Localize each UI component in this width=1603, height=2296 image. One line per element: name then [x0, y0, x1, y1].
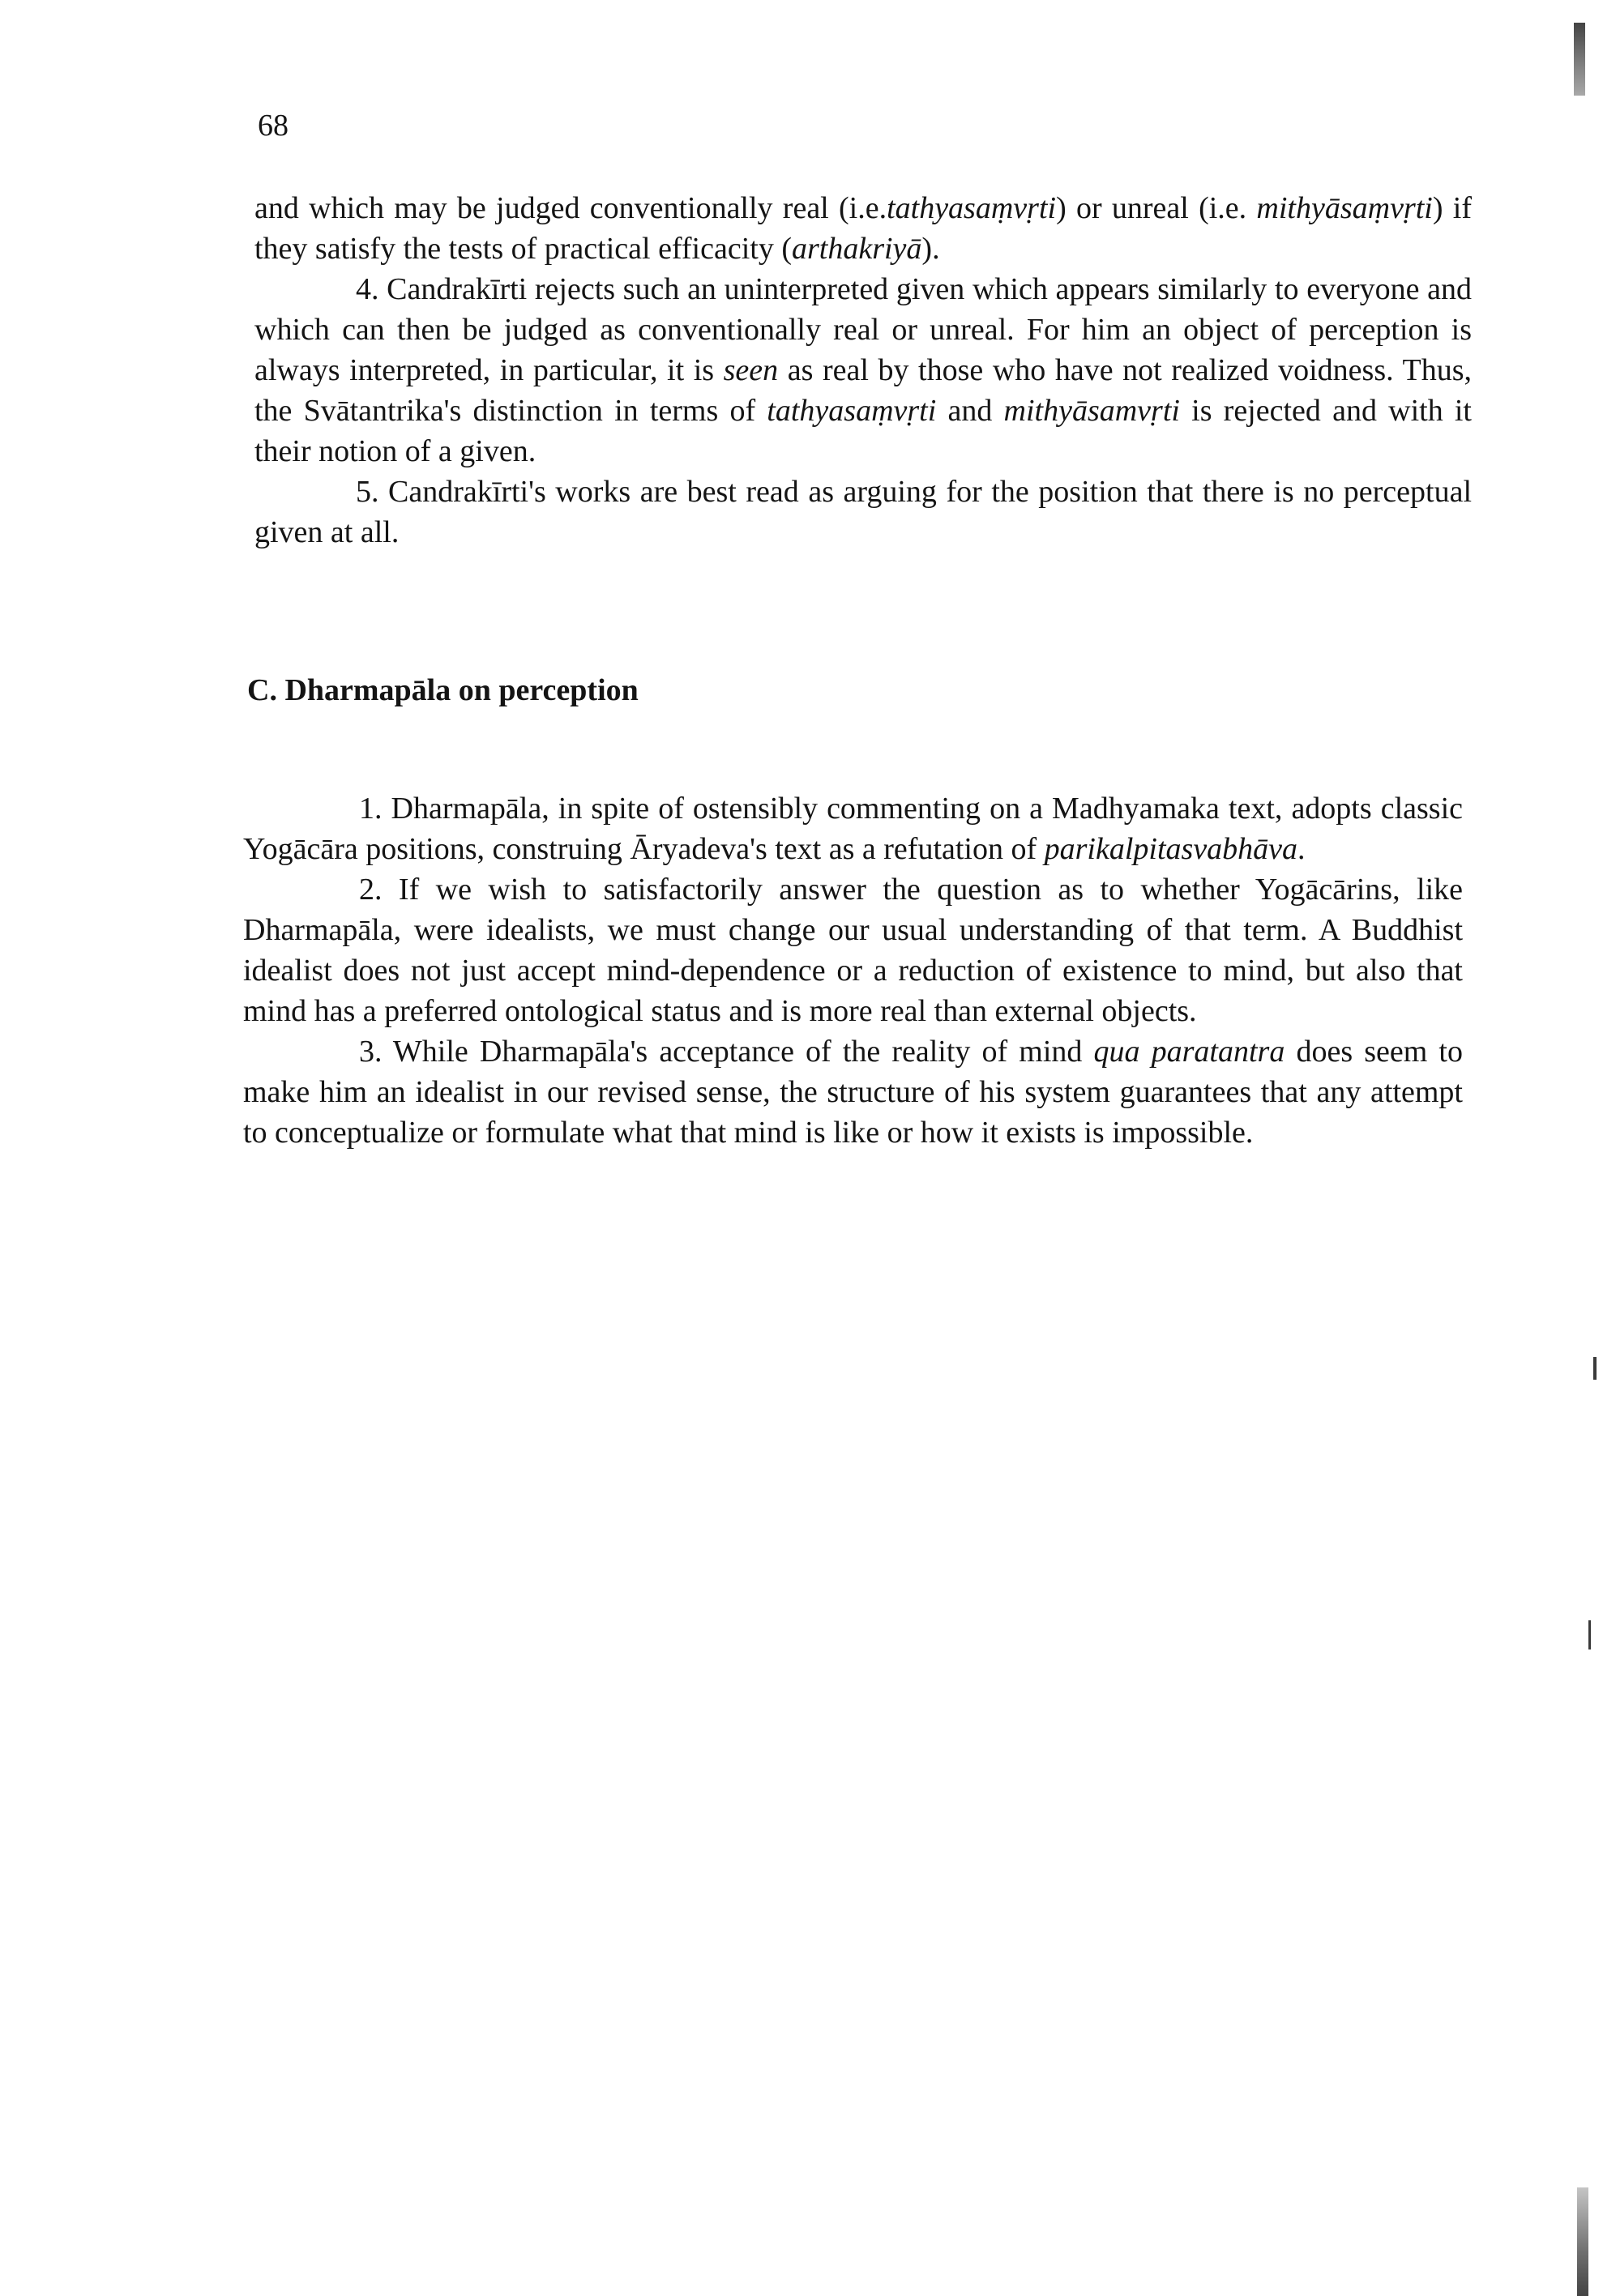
text-run: 3. While Dharmapāla's acceptance of the reality of mind [359, 1035, 1094, 1069]
text-run: does seem to make him an idealist in our revised sense, the structure of his system guarantees that any attempt to conceptualize or formulate what that mind is like or how it exists is impossible. [243, 1035, 1463, 1150]
paragraph-point-2 [243, 869, 1463, 1031]
term-italic: tathyasaṃvṛti [887, 191, 1057, 225]
section-heading: C. Dharmapāla on perception [247, 673, 639, 707]
text-run: ). [921, 232, 940, 266]
scan-edge-mark [1588, 1620, 1591, 1649]
paragraph-point-3 [243, 1031, 1463, 1153]
section-c-text-block [243, 788, 1463, 1153]
term-italic: seen [723, 353, 779, 387]
text-run: ) or unreal (i.e. [1056, 191, 1257, 225]
text-run: is rejected and with it their notion of a given. [254, 394, 1472, 468]
scan-edge-mark [1574, 23, 1585, 96]
text-run: 5. Candrakīrti's works are best read as arguing for the position that there is no perceptual given at all. [254, 475, 1472, 549]
top-text-block [254, 188, 1472, 553]
paragraph-point-1 [243, 788, 1463, 869]
scan-edge-mark [1577, 2187, 1588, 2296]
term-italic: tathyasaṃvṛti [767, 394, 937, 428]
text-run: 4. Candrakīrti rejects such an uninterpreted given which appears similarly to everyone and which can then be judged as conventionally real or unreal. For him an object of perception is always interpreted, in particular, it is [254, 272, 1472, 387]
paragraph-point-4 [254, 269, 1472, 472]
text-run: . [1297, 832, 1306, 866]
text-run: and which may be judged conventionally real (i.e. [254, 191, 887, 225]
paragraph-continuation [254, 188, 1472, 269]
text-run: 2. If we wish to satisfactorily answer the question as to whether Yogācārins, like Dharmapāla, were idealists, we must change our usual understanding of that term. A Buddhist idealist does not just accept mind-dependence or a reduction of existence to mind, but also that mind has a preferred ontological status and is more real than external objects. [243, 873, 1463, 1028]
paragraph-point-5 [254, 472, 1472, 553]
text-run: ) if they satisfy the tests of practical efficacity ( [254, 191, 1472, 266]
text-run: 1. Dharmapāla, in spite of ostensibly commenting on a Madhyamaka text, adopts classic Yogācāra positions, construing Āryadeva's text as a refutation of [243, 792, 1463, 866]
text-run: and [936, 394, 1004, 428]
text-run: as real by those who have not realized voidness. Thus, the Svātantrika's distinction in terms of [254, 353, 1472, 428]
term-italic: parikalpitasvabhāva [1044, 832, 1298, 866]
term-italic: qua paratantra [1093, 1035, 1285, 1069]
term-italic: mithyāsaṃvṛti [1256, 191, 1433, 225]
term-italic: arthakriyā [791, 232, 922, 266]
term-italic: mithyāsamvṛti [1003, 394, 1180, 428]
page-number: 68 [258, 109, 289, 143]
scan-edge-mark [1593, 1357, 1597, 1380]
